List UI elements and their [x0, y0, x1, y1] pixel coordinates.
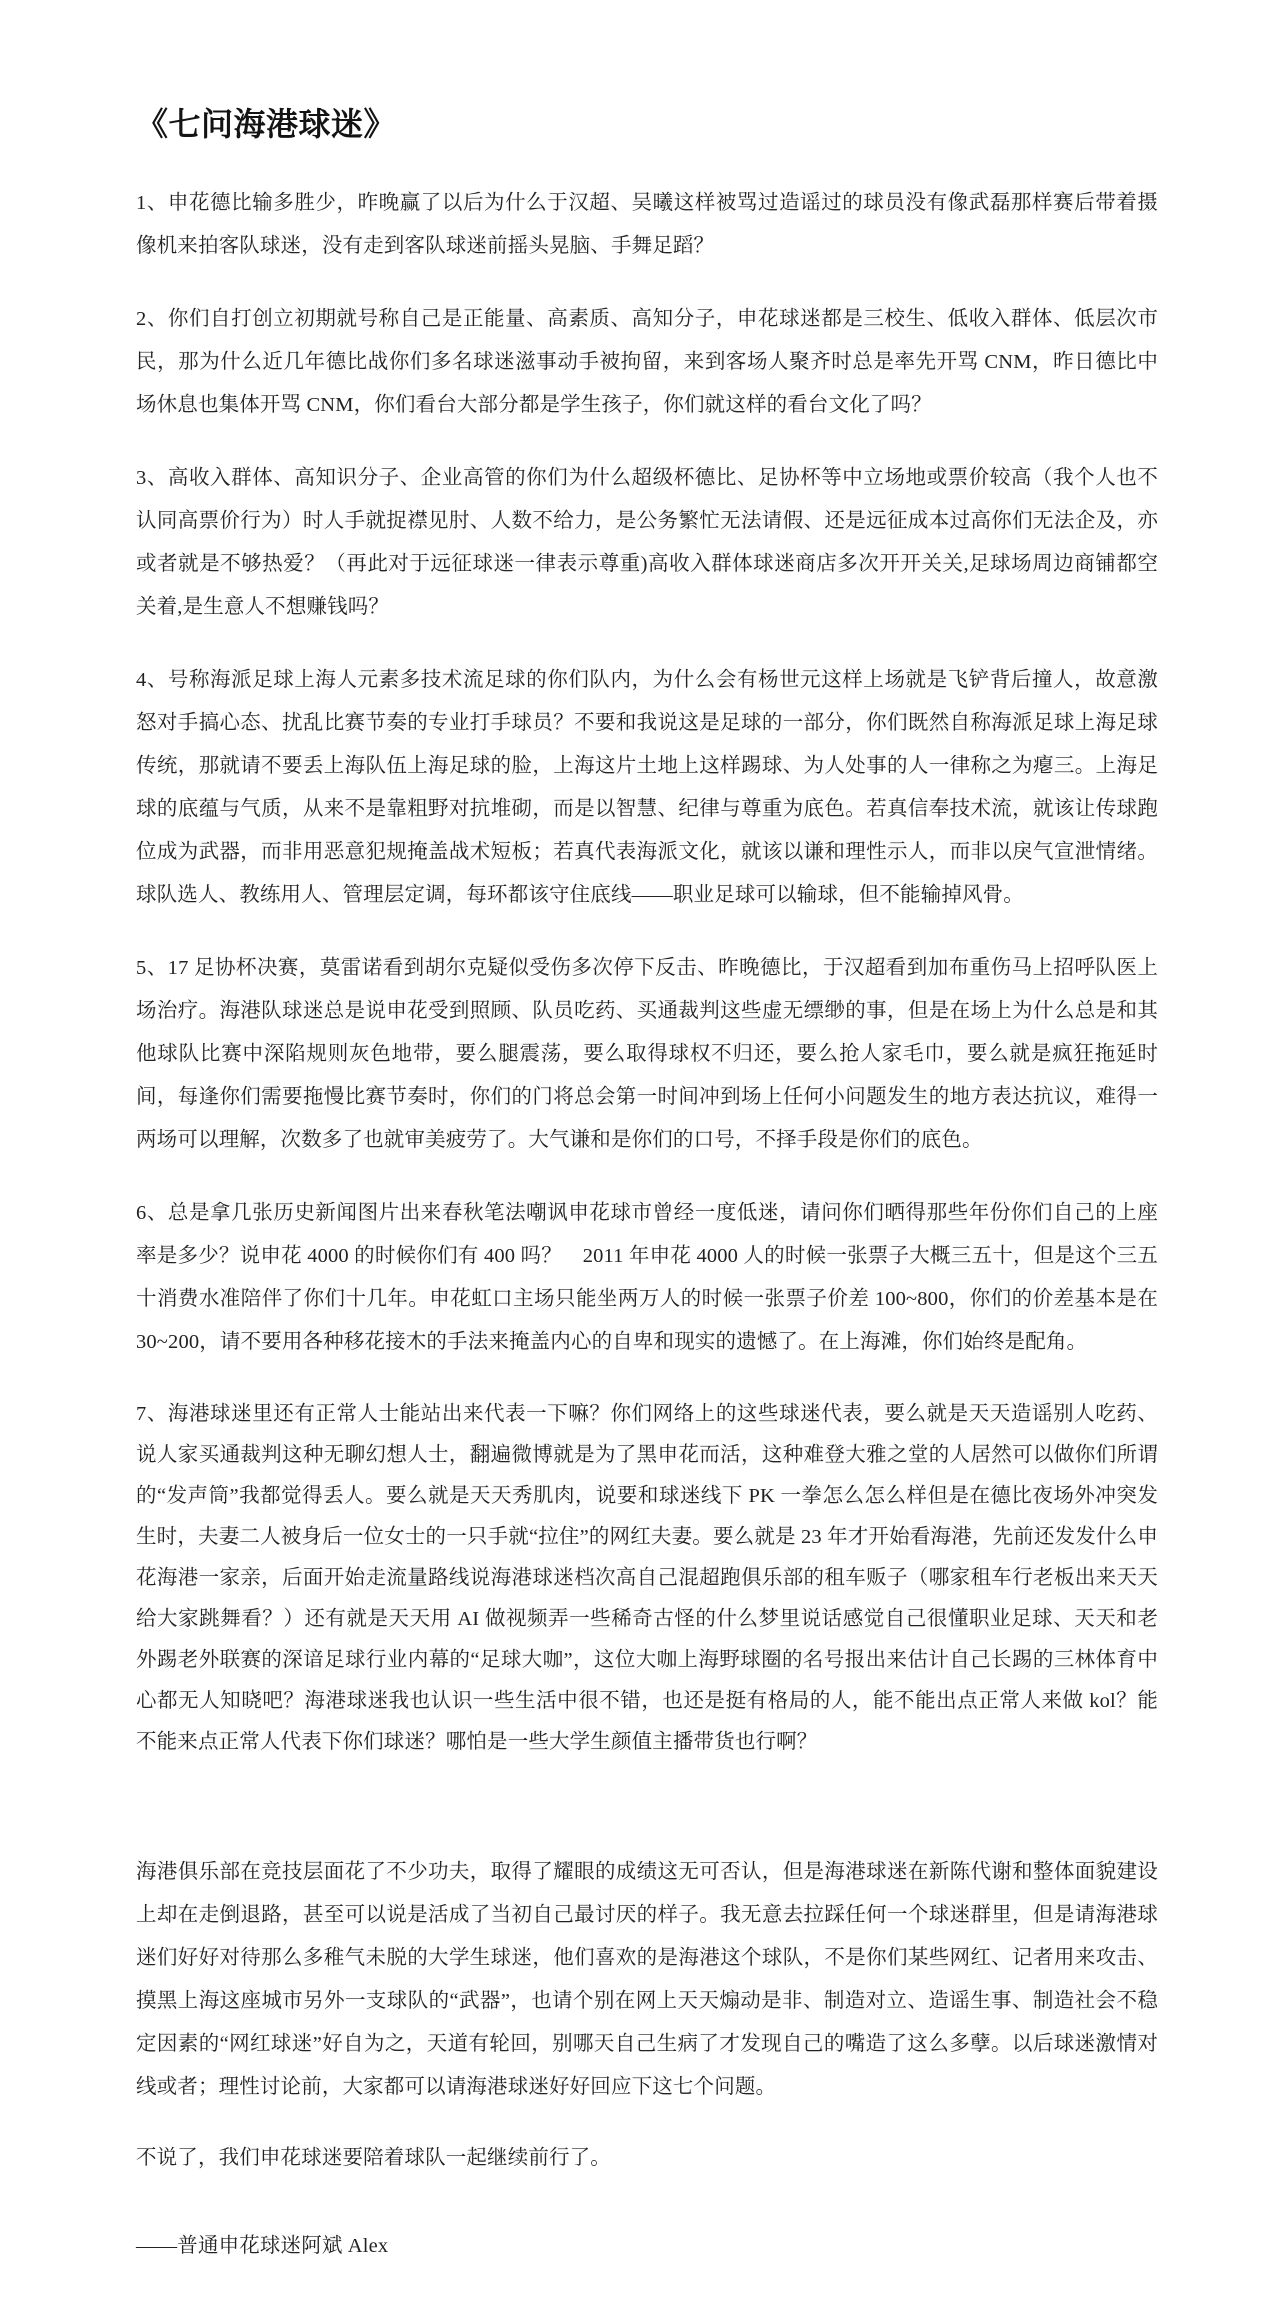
closing-paragraph-1: 海港俱乐部在竞技层面花了不少功夫，取得了耀眼的成绩这无可否认，但是海港球迷在新陈代谢和整体面貌建设上却在走倒退路，甚至可以说是活成了当初自己最讨厌的样子。我无意去拉踩任何一个球迷群里，但是请海港球迷们好好对待那么多稚气未脱的大学生球迷，他们喜欢的是海港这个球队，不是你们某些网红、记者用来攻击、摸黑上海这座城市另外一支球队的“武器”，也请个别在网上天天煽动是非、制造对立、造谣生事、制造社会不稳定因素的“网红球迷”好自为之，天道有轮回，别哪天自己生病了才发现自己的嘴造了这么多孽。以后球迷激情对线或者；理性讨论前，大家都可以请海港球迷好好回应下这七个问题。 — [136, 1860, 1158, 2098]
page-title: 《七问海港球迷》 — [136, 106, 397, 142]
question-paragraph-6: 6、总是拿几张历史新闻图片出来春秋笔法嘲讽申花球市曾经一度低迷，请问你们晒得那些年份你们自己的上座率是多少？说申花 4000 的时候你们有 400 吗？ 2011 年申花 4000 人的时候一张票子大概三五十，但是这个三五十消费水准陪伴了你们十几年。申花虹口主场只能坐两万人的时候一张票子价差 100~800，你们的价差基本是在 30~200，请不要用各种移花接木的手法来掩盖内心的自卑和现实的遗憾了。在上海滩，你们始终是配角。 — [136, 1201, 1158, 1353]
section-spacer — [136, 1793, 1158, 1851]
closing-paragraph-2: 不说了，我们申花球迷要陪着球队一起继续前行了。 — [136, 2146, 611, 2169]
question-paragraph-5: 5、17 足协杯决赛，莫雷诺看到胡尔克疑似受伤多次停下反击、昨晚德比，于汉超看到加布重伤马上招呼队医上场治疗。海港队球迷总是说申花受到照顾、队员吃药、买通裁判这些虚无缥缈的事，但是在场上为什么总是和其他球队比赛中深陷规则灰色地带，要么腿震荡，要么取得球权不归还，要么抢人家毛巾，要么就是疯狂拖延时间，每逢你们需要拖慢比赛节奏时，你们的门将总会第一时间冲到场上任何小问题发生的地方表达抗议，难得一两场可以理解，次数多了也就审美疲劳了。大气谦和是你们的口号，不择手段是你们的底色。 — [136, 956, 1158, 1151]
signature-line: ——普通申花球迷阿斌 Alex — [136, 2234, 389, 2257]
question-paragraph-4: 4、号称海派足球上海人元素多技术流足球的你们队内，为什么会有杨世元这样上场就是飞铲背后撞人，故意激怒对手搞心态、扰乱比赛节奏的专业打手球员？不要和我说这是足球的一部分，你们既然自称海派足球上海足球传统，那就请不要丢上海队伍上海足球的脸，上海这片土地上这样踢球、为人处事的人一律称之为瘪三。上海足球的底蕴与气质，从来不是靠粗野对抗堆砌，而是以智慧、纪律与尊重为底色。若真信奉技术流，就该让传球跑位成为武器，而非用恶意犯规掩盖战术短板；若真代表海派文化，就该以谦和理性示人，而非以戾气宣泄情绪。球队选人、教练用人、管理层定调，每环都该守住底线——职业足球可以输球，但不能输掉风骨。 — [136, 668, 1158, 906]
question-paragraph-1: 1、申花德比输多胜少，昨晚赢了以后为什么于汉超、吴曦这样被骂过造谣过的球员没有像武磊那样赛后带着摄像机来拍客队球迷，没有走到客队球迷前摇头晃脑、手舞足蹈？ — [136, 191, 1158, 257]
question-paragraph-2: 2、你们自打创立初期就号称自己是正能量、高素质、高知分子，申花球迷都是三校生、低收入群体、低层次市民，那为什么近几年德比战你们多名球迷滋事动手被拘留，来到客场人聚齐时总是率先开骂 CNM，昨日德比中场休息也集体开骂 CNM，你们看台大部分都是学生孩子，你们就这样的看台文化了吗？ — [136, 307, 1158, 416]
question-paragraph-3: 3、高收入群体、高知识分子、企业高管的你们为什么超级杯德比、足协杯等中立场地或票价较高（我个人也不认同高票价行为）时人手就捉襟见肘、人数不给力，是公务繁忙无法请假、还是远征成本过高你们无法企及，亦或者就是不够热爱？（再此对于远征球迷一律表示尊重)高收入群体球迷商店多次开开关关,足球场周边商铺都空关着,是生意人不想赚钱吗？ — [136, 466, 1158, 618]
question-paragraph-7: 7、海港球迷里还有正常人士能站出来代表一下嘛？你们网络上的这些球迷代表，要么就是天天造谣别人吃药、说人家买通裁判这种无聊幻想人士，翻遍微博就是为了黑申花而活，这种难登大雅之堂的人居然可以做你们所谓的“发声筒”我都觉得丢人。要么就是天天秀肌肉，说要和球迷线下 PK 一拳怎么怎么样但是在德比夜场外冲突发生时，夫妻二人被身后一位女士的一只手就“拉住”的网红夫妻。要么就是 23 年才开始看海港，先前还发发什么申花海港一家亲，后面开始走流量路线说海港球迷档次高自己混超跑俱乐部的租车贩子（哪家租车行老板出来天天给大家跳舞看？）还有就是天天用 AI 做视频弄一些稀奇古怪的什么梦里说话感觉自己很懂职业足球、天天和老外踢老外联赛的深谙足球行业内幕的“足球大咖”，这位大咖上海野球圈的名号报出来估计自己长踢的三林体育中心都无人知晓吧？海港球迷我也认识一些生活中很不错，也还是挺有格局的人，能不能出点正常人来做 kol？能不能来点正常人代表下你们球迷？哪怕是一些大学生颜值主播带货也行啊？ — [136, 1402, 1158, 1753]
